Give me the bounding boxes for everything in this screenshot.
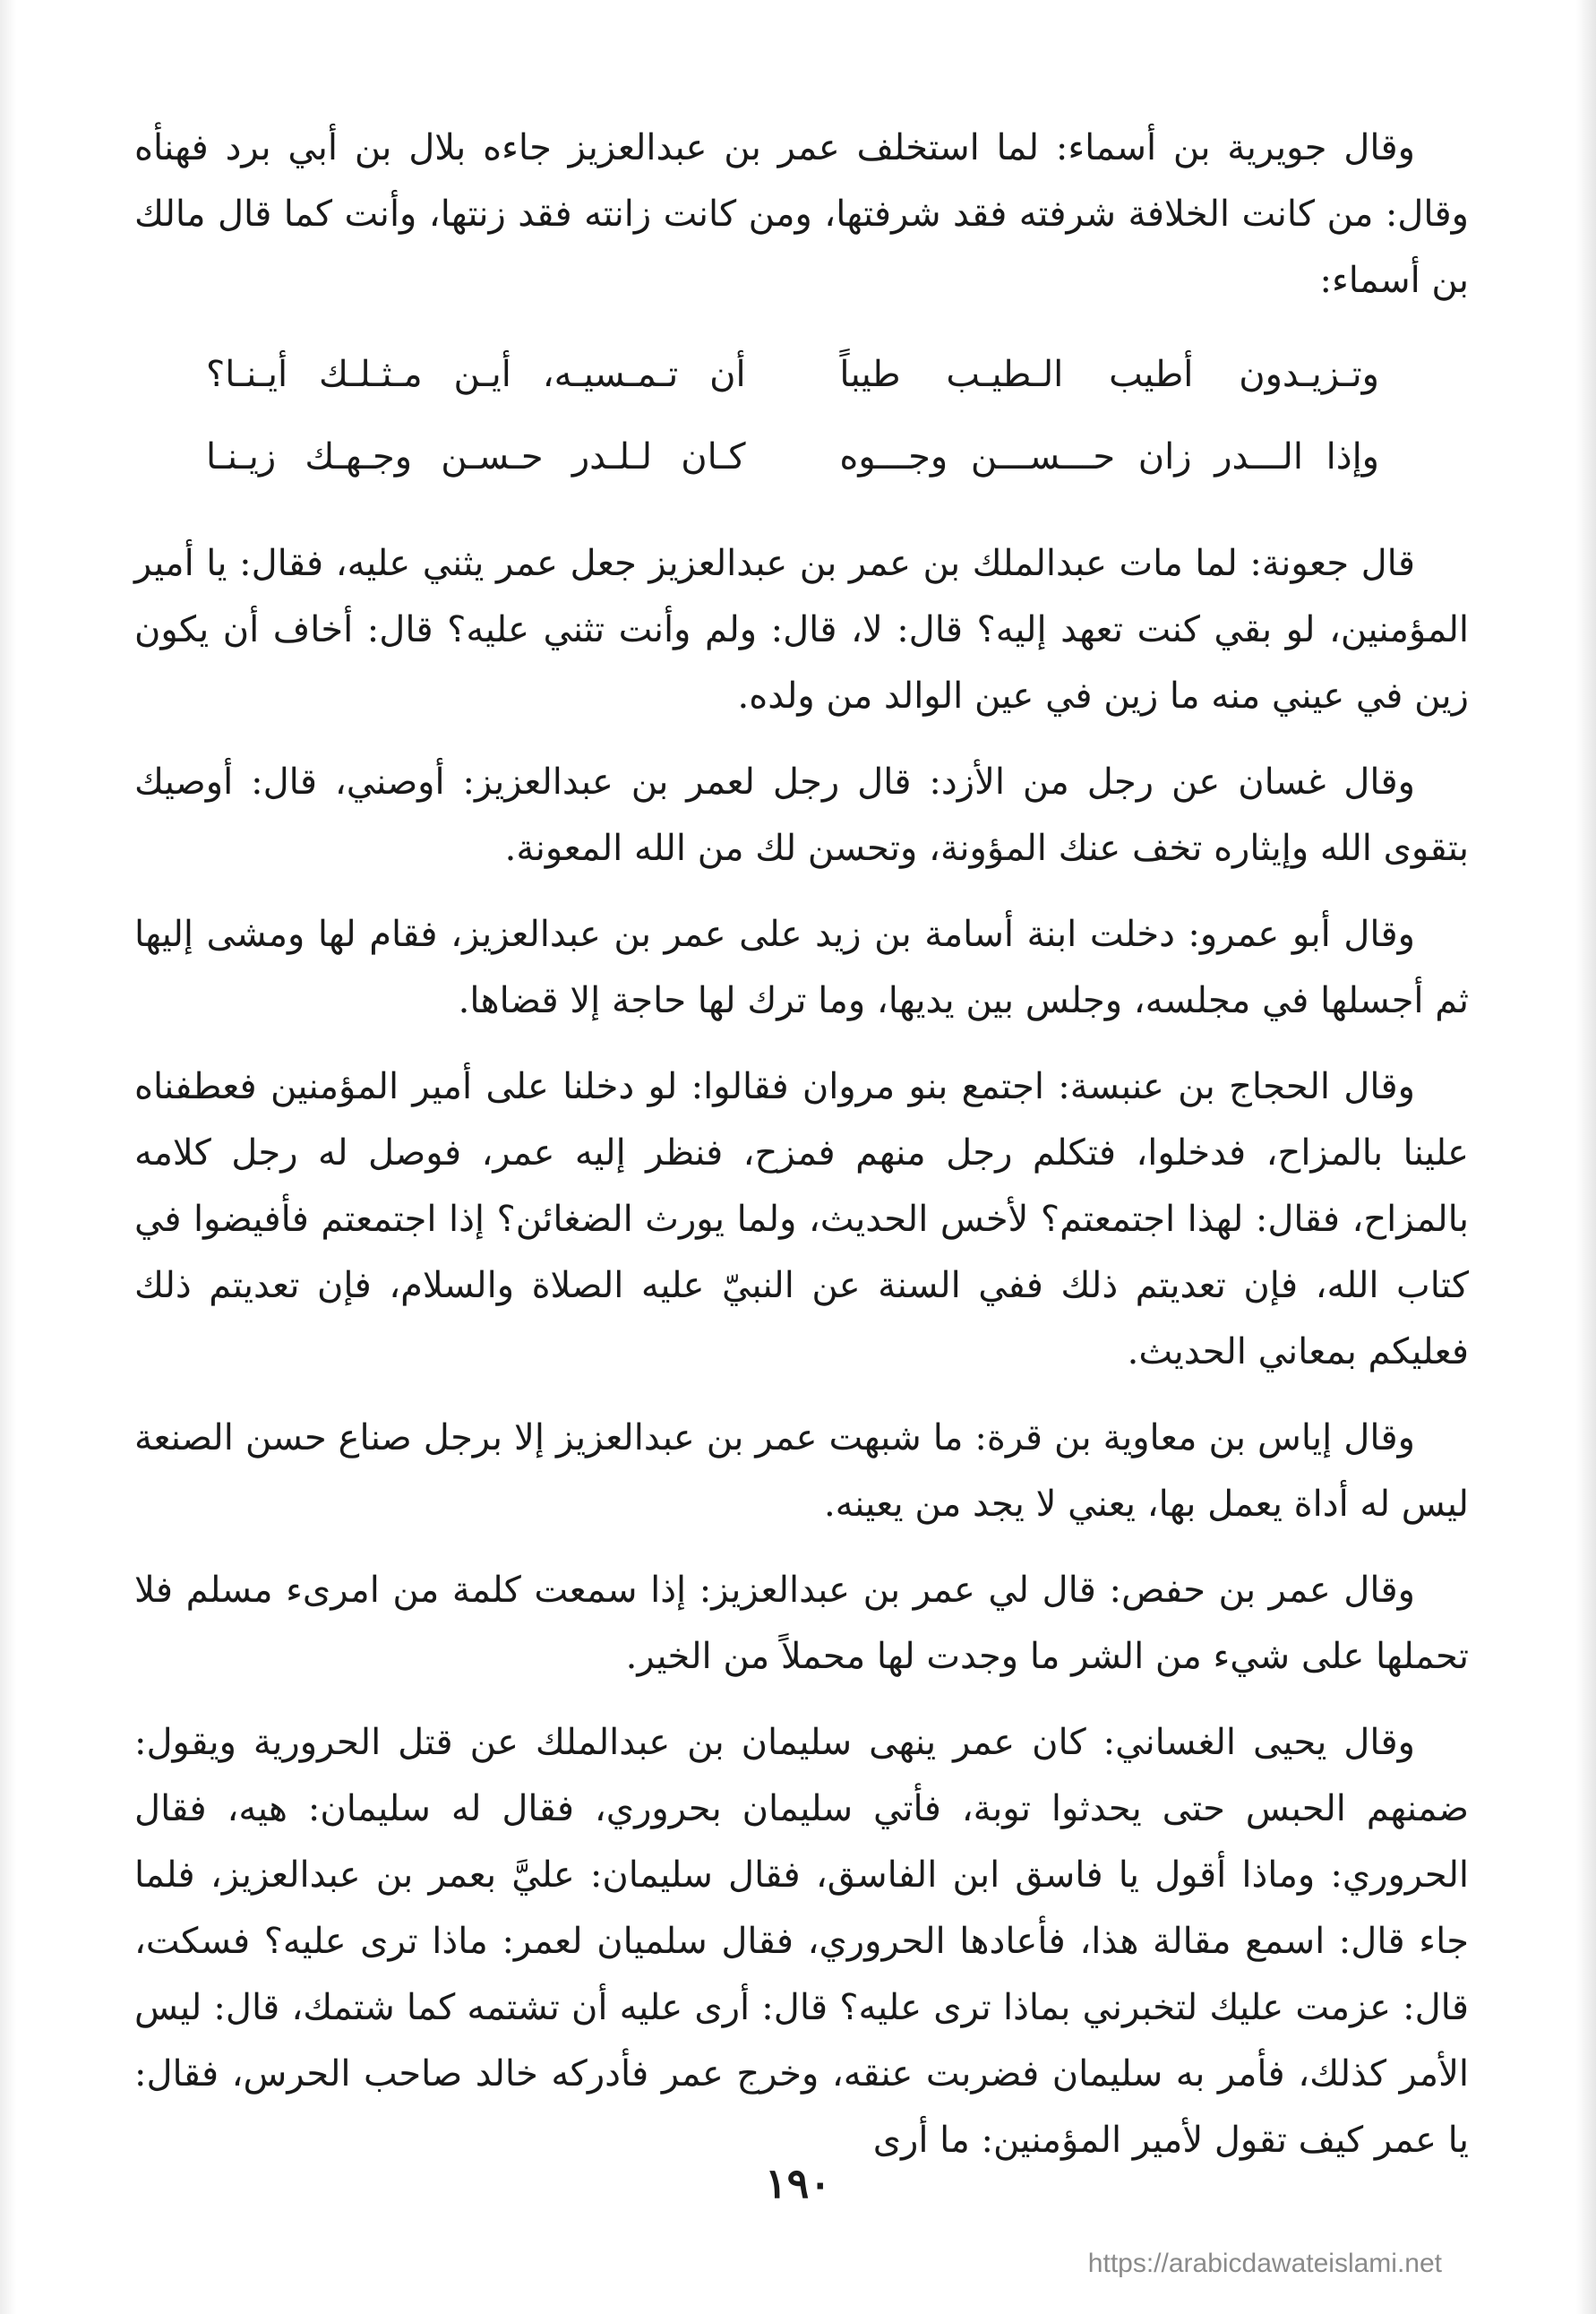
paragraph-5: وقال الحجاج بن عنبسة: اجتمع بنو مروان فقالوا: لو دخلنا على أمير المؤمنين فعطفناه علينا بالمزاح، فدخلوا، فتكلم رجل منهم فمزح، فنظر إليه عمر، فوصل له رجل كلامه بالمزاح، فقال: لهذا اجتمعتم؟ لأخس الحديث، ولما يورث الضغائن؟ إذا اجتمعتم فأفيضوا في كتاب الله، فإن تعديتم ذلك ففي السنة عن النبيّ عليه الصلاة والسلام، فإن تعديتم ذلك فعليكم بمعاني الحديث. <box>134 1066 1469 1372</box>
verse-2-second-hemistich: كـان لـلـدر حـسـن وجـهـك زيـنـا <box>206 436 746 477</box>
page-body <box>134 115 1469 2193</box>
page-number: ١٩٠ <box>764 2159 832 2207</box>
scan-edge-right <box>1576 0 1596 2314</box>
verse-1-first-hemistich: وتـزيـدون أطيب الـطيـب طيباً <box>839 354 1379 395</box>
poem-verse-1 <box>134 333 1469 416</box>
paragraph-4: وقال أبو عمرو: دخلت ابنة أسامة بن زيد على عمر بن عبدالعزيز، فقام لها ومشى إليها ثم أجسلها في مجلسه، وجلس بين يديها، وما ترك لها حاجة إلا قضاها. <box>134 914 1469 1021</box>
paragraph-7: وقال عمر بن حفص: قال لي عمر بن عبدالعزيز: إذا سمعت كلمة من امرىء مسلم فلا تحملها على شيء من الشر ما وجدت لها محملاً من الخير. <box>134 1570 1469 1677</box>
watermark-url: https://arabicdawateislami.net <box>1087 2249 1442 2278</box>
paragraph-2: قال جعونة: لما مات عبدالملك بن عمر بن عبدالعزيز جعل عمر يثني عليه، فقال: يا أمير المؤمنين، لو بقي كنت تعهد إليه؟ قال: لا، قال: ولم وأنت تثني عليه؟ قال: أخاف أن يكون زين في عيني منه ما زين في عين الوالد من ولده. <box>134 543 1469 717</box>
paragraph-8: وقال يحيى الغساني: كان عمر ينهى سليمان بن عبدالملك عن قتل الحرورية ويقول: ضمنهم الحبس حتى يحدثوا توبة، فأتي سليمان بحروري، فقال له سليمان: هيه، فقال الحروري: وماذا أقول يا فاسق ابن الفاسق، فقال سليمان: عليَّ بعمر بن عبدالعزيز، فلما جاء قال: اسمع مقالة هذا، فأعادها الحروري، فقال سلميان لعمر: ماذا ترى عليه؟ فسكت، قال: عزمت عليك لتخبرني بماذا ترى عليه؟ قال: أرى عليه أن تشتمه كما شتمك، قال: ليس الأمر كذلك، فأمر به سليمان فضربت عنقه، وخرج عمر فأدركه خالد صاحب الحرس، فقال: يا عمر كيف تقول لأمير المؤمنين: ما أرى <box>134 1722 1469 2161</box>
paragraph-1: وقال جويرية بن أسماء: لما استخلف عمر بن عبدالعزيز جاءه بلال بن أبي برد فهنأه وقال: من كانت الخلافة شرفته فقد شرفتها، ومن كانت زانته فقد زنتها، وأنت كما قال مالك بن أسماء: <box>134 127 1469 301</box>
poem <box>134 333 1469 498</box>
paragraph-6: وقال إياس بن معاوية بن قرة: ما شبهت عمر بن عبدالعزيز إلا برجل صناع حسن الصنعة ليس له أداة يعمل بها، يعني لا يجد من يعينه. <box>134 1417 1469 1525</box>
scan-edge-left <box>0 0 16 2314</box>
paragraph-3: وقال غسان عن رجل من الأزد: قال رجل لعمر بن عبدالعزيز: أوصني، قال: أوصيك بتقوى الله وإيثاره تخف عنك المؤونة، وتحسن لك من الله المعونة. <box>134 761 1469 869</box>
verse-2-first-hemistich: وإذا الـــدر زان حـــســـن وجـــوه <box>839 436 1379 477</box>
poem-verse-2 <box>134 416 1469 498</box>
verse-1-second-hemistich: أن تـمـسيـه، أيـن مـثـلـك أيـنـا؟ <box>206 354 746 395</box>
